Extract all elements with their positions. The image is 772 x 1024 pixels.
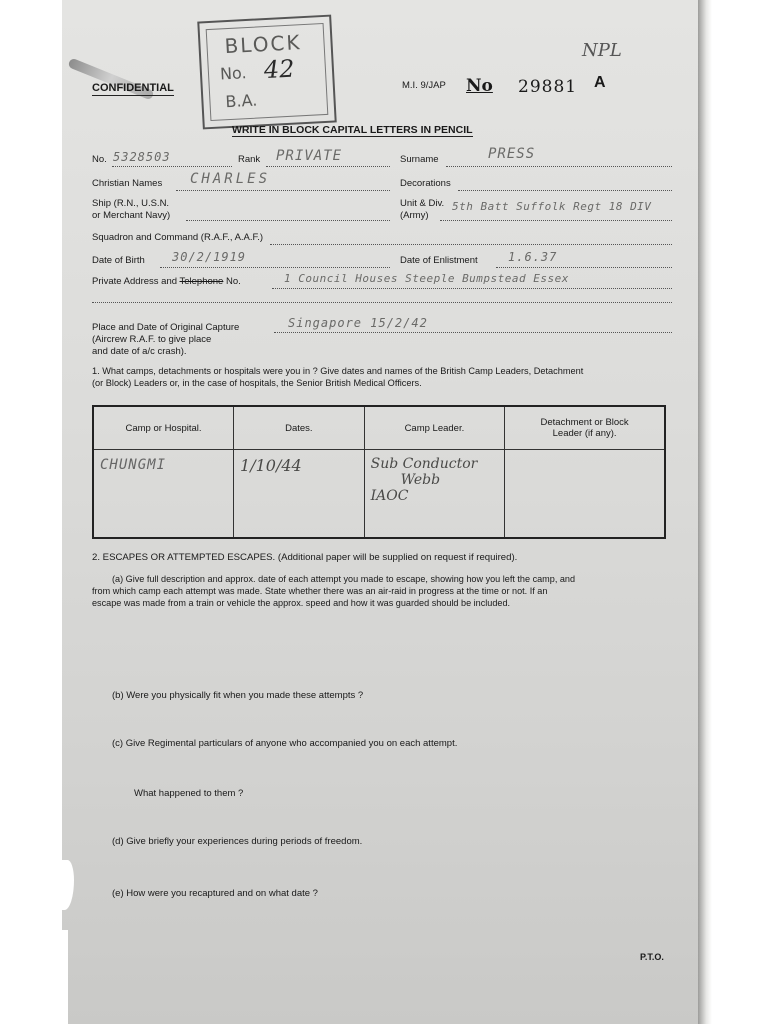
rank-label: Rank	[238, 154, 261, 165]
number-prefix: No	[466, 76, 493, 96]
private-address-value: 1 Council Houses Steeple Bumpstead Essex	[284, 272, 569, 285]
date-of-birth-label: Date of Birth	[92, 255, 145, 266]
confidential-label: CONFIDENTIAL	[92, 82, 174, 94]
question-2a-line-2: from which camp each attempt was made. State whether there was an air-raid in progress at the time or not. If an	[92, 586, 548, 596]
table-row	[93, 450, 665, 539]
ship-label-2: or Merchant Navy)	[92, 210, 171, 221]
col-detachment-leader: Detachment or Block Leader (if any).	[505, 406, 665, 450]
question-2-title: 2. ESCAPES OR ATTEMPTED ESCAPES. (Additional paper will be supplied on request if required).	[92, 552, 518, 563]
service-number-label: No.	[92, 154, 107, 165]
col-dates: Dates.	[234, 406, 365, 450]
surname-value: PRESS	[488, 146, 536, 162]
squadron-label: Squadron and Command (R.A.F., A.A.F.)	[92, 232, 264, 243]
col-camp-or-hospital: Camp or Hospital.	[93, 406, 234, 450]
cell-dates: 1/10/44	[234, 450, 365, 539]
enlistment-value: 1.6.37	[508, 250, 558, 264]
table-header-row	[93, 406, 665, 450]
private-address-label: Private Address and Telephone No.	[92, 276, 241, 287]
surname-label: Surname	[400, 154, 439, 165]
corner-note: NPL	[582, 40, 622, 61]
enlistment-label: Date of Enlistment	[400, 255, 478, 266]
torn-edge	[58, 930, 68, 1024]
page-edge-shadow	[698, 0, 712, 1024]
camps-table	[92, 405, 666, 539]
cell-camp: CHUNGMI	[93, 450, 234, 539]
pto-label: P.T.O.	[640, 952, 664, 962]
unit-label-2: (Army)	[400, 210, 429, 221]
form-number: 29881	[518, 77, 578, 97]
unit-label: Unit & Div.	[400, 198, 445, 209]
mi-reference: M.I. 9/JAP	[402, 80, 446, 91]
question-2a-line-3: escape was made from a train or vehicle the approx. speed and how it was guarded should be included.	[92, 598, 511, 608]
block-capitals-instruction: WRITE IN BLOCK CAPITAL LETTERS IN PENCIL	[232, 124, 473, 136]
christian-names-label: Christian Names	[92, 178, 163, 189]
question-2d: (d) Give briefly your experiences during periods of freedom.	[112, 836, 363, 847]
capture-label-2: (Aircrew R.A.F. to give place	[92, 334, 212, 345]
col-camp-leader: Camp Leader.	[364, 406, 505, 450]
cell-detachment	[505, 450, 665, 539]
christian-names-value: CHARLES	[190, 171, 271, 187]
question-2a-line-1: (a) Give full description and approx. date of each attempt you made to escape, showing how you left the camp, and	[112, 574, 576, 584]
stamp-line-ba: B.A.	[225, 90, 258, 112]
block-stamp	[197, 15, 336, 130]
decorations-label: Decorations	[400, 178, 451, 189]
date-of-birth-value: 30/2/1919	[172, 250, 247, 264]
ship-label: Ship (R.N., U.S.N.	[92, 198, 170, 209]
service-number-value: 5328503	[113, 150, 171, 164]
question-1-line-2: (or Block) Leaders or, in the case of hospitals, the Senior British Medical Officers.	[92, 378, 422, 388]
cell-leader: Sub Conductor Webb IAOC	[364, 450, 505, 539]
form-suffix: A	[594, 74, 606, 91]
rank-value: PRIVATE	[276, 148, 343, 164]
capture-label: Place and Date of Original Capture	[92, 322, 240, 333]
stamp-line-block: BLOCK	[223, 30, 303, 59]
stamp-number: 42	[263, 54, 296, 85]
capture-value: Singapore 15/2/42	[288, 316, 428, 330]
stamp-line-no: No.	[219, 63, 248, 84]
question-2c-followup: What happened to them ?	[134, 788, 244, 799]
question-2e: (e) How were you recaptured and on what date ?	[112, 888, 318, 899]
question-2b: (b) Were you physically fit when you made these attempts ?	[112, 690, 364, 701]
question-1-line-1: 1. What camps, detachments or hospitals were you in ? Give dates and names of the British Camp Leaders, Detachment	[92, 366, 584, 376]
question-2c: (c) Give Regimental particulars of anyone who accompanied you on each attempt.	[112, 738, 458, 749]
capture-label-3: and date of a/c crash).	[92, 346, 187, 357]
unit-value: 5th Batt Suffolk Regt 18 DIV	[452, 200, 652, 213]
